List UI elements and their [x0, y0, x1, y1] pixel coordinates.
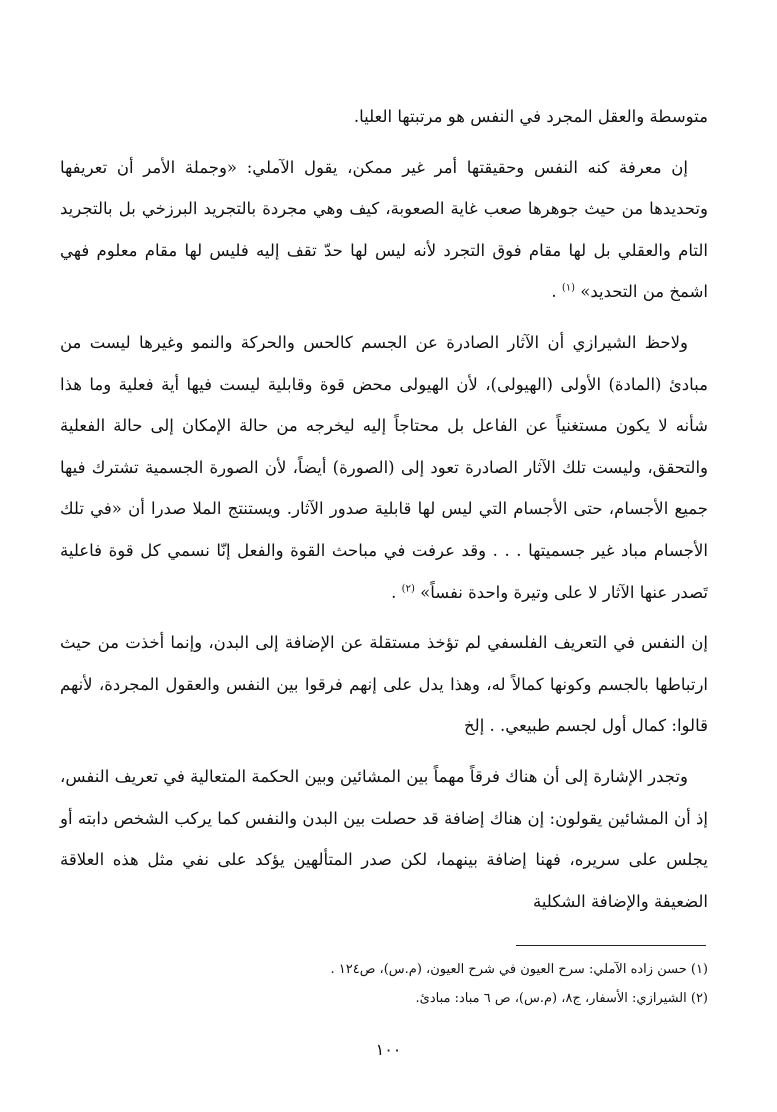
paragraph-3: [60, 322, 708, 613]
footnote-divider: [516, 945, 706, 946]
page-number: ١٠٠: [375, 1040, 402, 1059]
paragraph-2: [60, 147, 708, 313]
paragraph-2-text: إن معرفة كنه النفس وحقيقتها أمر غير ممكن، يقول الآملي: «وجملة الأمر أن تعريفها وتحديدها من حيث جوهرها صعب غاية الصعوبة، كيف وهي مجردة بالتجريد البرزخي بل بالتجريد التام والعقلي بل لها مقام فوق التجرد لأنه ليس لها حدّ تقف إليه فليس لها مقام معلوم فهي اشمخ من التحديد»: [60, 157, 708, 302]
paragraph-3-end: .: [391, 582, 402, 602]
paragraph-5: [60, 756, 708, 922]
footnote-2: (٢) الشيرازي: الأسفار، ج٨، (م.س)، ص ٦ مباد: مبادئ.: [415, 991, 708, 1006]
footnote-1: (١) حسن زاده الآملي: سرح العيون في شرح العيون، (م.س)، ص١٢٤ .: [330, 962, 708, 977]
paragraph-5-text: وتجدر الإشارة إلى أن هناك فرقاً مهماً بين المشائين وبين الحكمة المتعالية في تعريف النفس، إذ أن المشائين يقولون: إن هناك إضافة قد حصلت بين البدن والنفس كما يركب الشخص دابته أو يجلس على سريره، فهنا إضافة بينهما، لكن صدر المتألهين يؤكد على نفي مثل هذه العلاقة الضعيفة والإضافة الشكلية: [60, 766, 708, 911]
paragraph-1-text: متوسطة والعقل المجرد في النفس هو مرتبتها العليا.: [353, 107, 708, 126]
footnote-ref-1: (١): [561, 282, 575, 294]
paragraph-4-text: إن النفس في التعريف الفلسفي لم تؤخذ مستقلة عن الإضافة إلى البدن، وإنما أخذت من حيث ارتباطها بالجسم وكونها كمالاً له، وهذا يدل على إنهم فرقوا بين النفس والعقول المجردة، لأنهم قالوا: كمال أول لجسم طبيعي. . إلخ: [60, 633, 708, 736]
paragraph-1: [60, 96, 708, 138]
paragraph-3-text: ولاحظ الشيرازي أن الآثار الصادرة عن الجسم كالحس والحركة والنمو وغيرها ليست من مبادئ (المادة) الأولى (الهيولى)، لأن الهيولى محض قوة وقابلية ليست فيها أية فعلية وما هذا شأنه لا يكون مستغنياً عن الفاعل بل محتاجاً إليه ليخرجه من حالة الإمكان إلى حالة الفعلية والتحقق، وليست تلك الآثار الصادرة تعود إلى (الصورة) أيضاً، لأن الصورة الجسمية تشترك فيها جميع الأجسام، حتى الأجسام التي ليس لها قابلية صدور الآثار. ويستنتج الملا صدرا أن «في تلك الأجسام مباد غير جسميتها . . . وقد عرفت في مباحث القوة والفعل إنّا نسمي كل قوة فاعلية تَصدر عنها الآثار لا على وتيرة واحدة نفساً»: [60, 332, 708, 602]
body-text: [60, 96, 708, 931]
footnote-ref-2: (٢): [401, 583, 415, 595]
paragraph-2-end: .: [551, 282, 562, 302]
paragraph-4: [60, 622, 708, 747]
footnotes: [100, 955, 708, 1013]
